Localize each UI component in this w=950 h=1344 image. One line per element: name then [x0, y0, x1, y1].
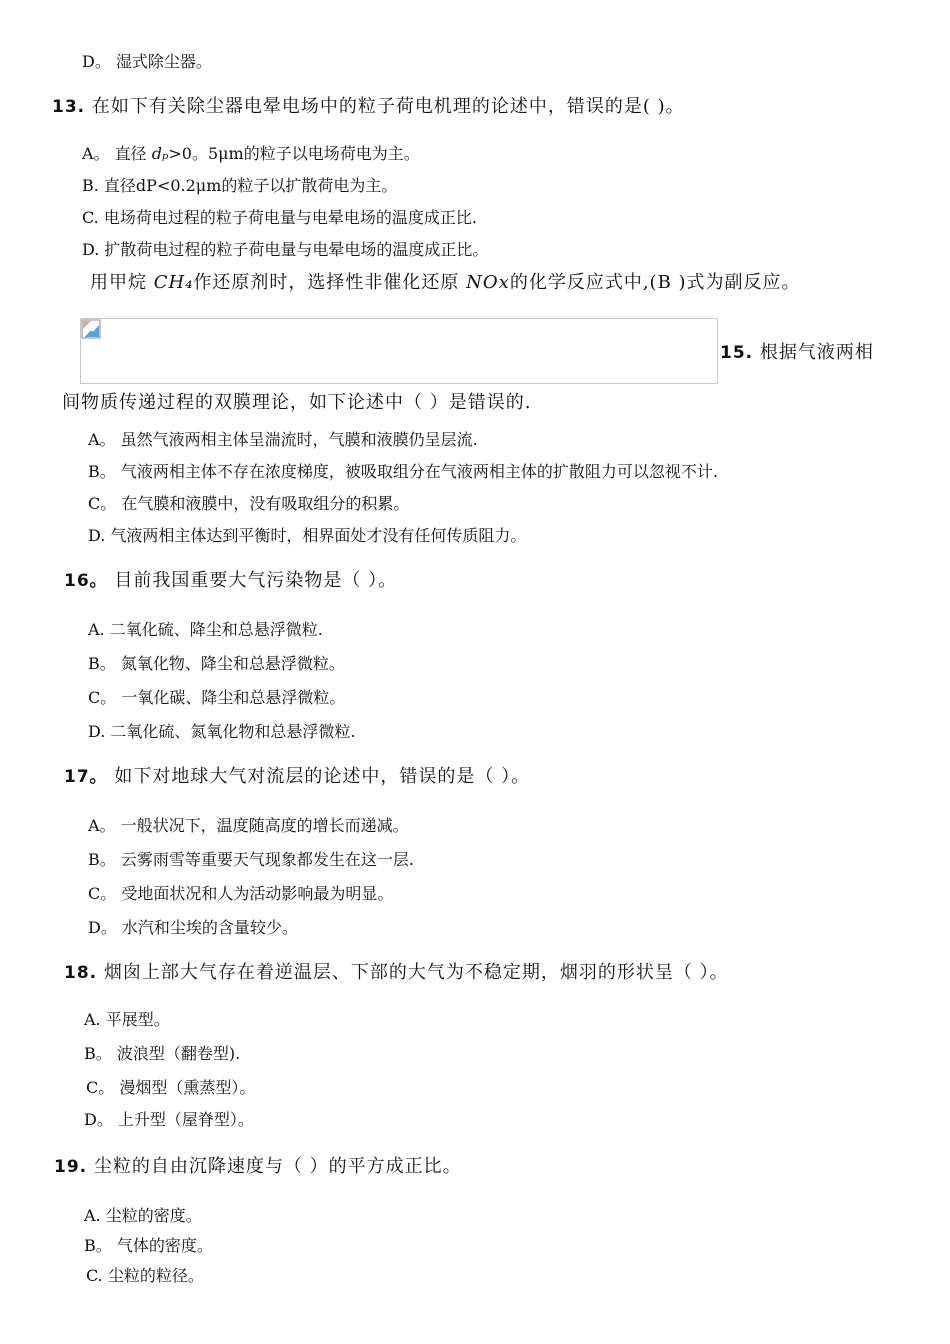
- q18-stem: 烟囱上部大气存在着逆温层、下部的大气为不稳定期，烟羽的形状呈（ ）。: [103, 962, 729, 983]
- q13-option-d: D. 扩散荷电过程的粒子荷电量与电晕电场的温度成正比。: [82, 240, 489, 259]
- q18-option-a: A. 平展型。: [84, 1010, 170, 1029]
- q19-option-b: B。 气体的密度。: [84, 1236, 213, 1255]
- q19-question: [54, 1156, 462, 1178]
- q17-option-a: A。 一般状况下，温度随高度的增长而递减。: [88, 816, 409, 835]
- q17-option-d: D。 水汽和尘埃的含量较少。: [88, 918, 298, 937]
- broken-image-icon: [81, 319, 103, 341]
- q16-option-b: B。 氮氧化物、降尘和总悬浮微粒。: [88, 654, 345, 673]
- q16-option-a: A. 二氧化硫、降尘和总悬浮微粒.: [88, 620, 323, 639]
- q14-stem-suffix: 的化学反应式中,(B )式为副反应。: [509, 272, 801, 293]
- q18-option-c: C。 漫烟型（熏蒸型）。: [86, 1078, 256, 1097]
- q16-option-d: D. 二氧化硫、氮氧化物和总悬浮微粒.: [88, 722, 356, 741]
- q19-option-a: A. 尘粒的密度。: [84, 1206, 202, 1225]
- q13-number: 13.: [52, 97, 86, 117]
- q19-option-c: C. 尘粒的粒径。: [86, 1266, 204, 1285]
- q16-option-c: C。 一氧化碳、降尘和总悬浮微粒。: [88, 688, 346, 707]
- q17-number: 17。: [64, 767, 108, 787]
- q17-option-c: C。 受地面状况和人为活动影响最为明显。: [88, 884, 394, 903]
- q14-stem-prefix: 用甲烷: [90, 272, 154, 293]
- q15-option-a: A。 虽然气液两相主体呈湍流时，气膜和液膜仍呈层流.: [88, 430, 478, 449]
- q16-question: [64, 570, 397, 592]
- q17-option-b: B。 云雾雨雪等重要天气现象都发生在这一层.: [88, 850, 414, 869]
- q15-option-d: D. 气液两相主体达到平衡时，相界面处才没有任何传质阻力。: [88, 526, 527, 545]
- q19-stem: 尘粒的自由沉降速度与（ ）的平方成正比。: [93, 1156, 462, 1177]
- q18-option-d: D。 上升型（屋脊型）。: [84, 1110, 254, 1129]
- q13-option-a-prefix: A。 直径: [82, 144, 152, 163]
- q14-ch4: CH₄: [153, 272, 194, 293]
- q13-question: [52, 96, 685, 118]
- q15-option-c: C。 在气膜和液膜中，没有吸取组分的积累。: [88, 494, 410, 513]
- q16-stem: 目前我国重要大气污染物是（ ）。: [114, 570, 398, 591]
- q13-option-a-variable: dₚ: [151, 144, 169, 163]
- q14-stem-middle: 作还原剂时，选择性非催化还原: [193, 272, 467, 293]
- q19-number: 19.: [54, 1157, 88, 1177]
- q15-stem-part2: 间物质传递过程的双膜理论，如下论述中（ ）是错误的.: [62, 392, 532, 413]
- q18-option-b: B。 波浪型（翻卷型).: [84, 1044, 241, 1063]
- q15-option-b: B。 气液两相主体不存在浓度梯度，被吸取组分在气液两相主体的扩散阻力可以忽视不计.: [88, 462, 718, 481]
- q13-stem: 在如下有关除尘器电晕电场中的粒子荷电机理的论述中，错误的是( )。: [91, 96, 685, 117]
- q13-option-a: [82, 144, 420, 164]
- q13-option-c: C. 电场荷电过程的粒子荷电量与电晕电场的温度成正比.: [82, 208, 477, 227]
- broken-image-placeholder: [80, 318, 718, 384]
- q13-option-b: B. 直径dP<0.2μm的粒子以扩散荷电为主。: [82, 176, 398, 195]
- q15-stem-part1: 根据气液两相: [753, 342, 874, 363]
- q14-question: [90, 272, 801, 294]
- q18-number: 18.: [64, 963, 98, 983]
- q15-question-start: [720, 342, 874, 364]
- q15-number: 15.: [720, 343, 754, 363]
- q17-question: [64, 766, 530, 788]
- q16-number: 16。: [64, 571, 108, 591]
- q17-stem: 如下对地球大气对流层的论述中，错误的是（ ）。: [114, 766, 531, 787]
- q14-nox: NOx: [466, 272, 510, 293]
- q12-option-d: D。 湿式除尘器。: [82, 52, 212, 71]
- q18-question: [64, 962, 729, 984]
- q13-option-a-suffix: >0。5μm的粒子以电场荷电为主。: [168, 144, 420, 163]
